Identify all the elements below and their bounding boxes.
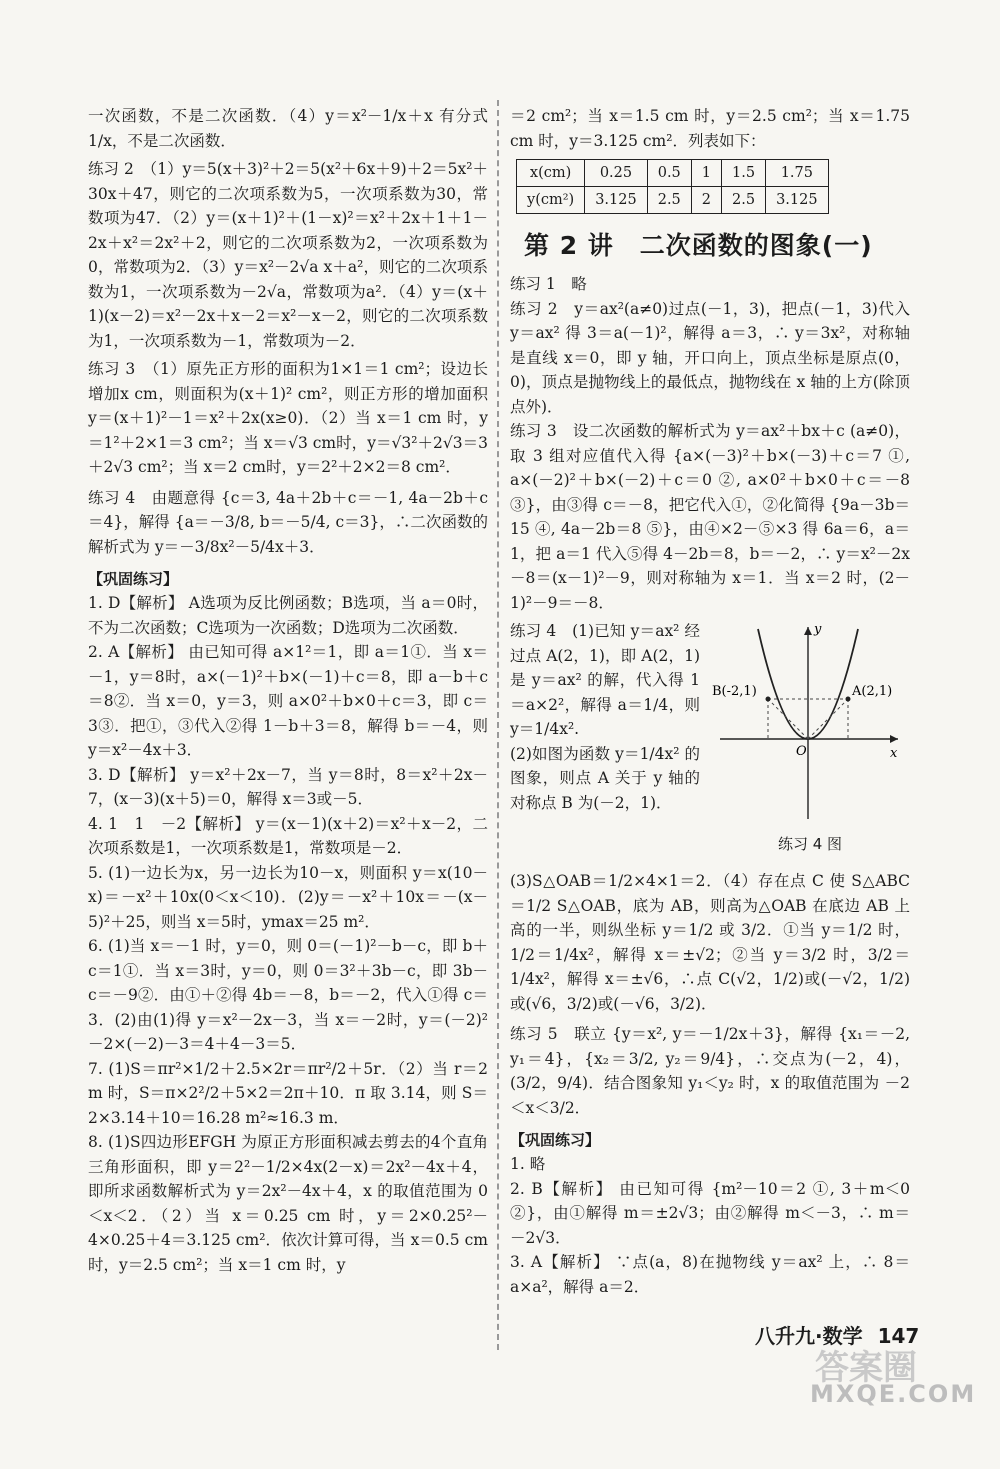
table-cell: x(cm) <box>517 160 585 187</box>
table-cell: 2 <box>691 187 721 214</box>
table-cell: 3.125 <box>585 187 648 214</box>
exercise-4-block <box>510 619 910 869</box>
answer-7: 7. (1)S＝πr²×1/2＋2.5×2r＝πr²/2＋5r．（2）当 r＝2 m 时，S＝π×2²/2＋5×2＝2π＋10．π 取 3.14，则 S＝2×3.14＋10＝16.28 m²≈16.3 m． <box>88 1059 488 1127</box>
table-cell: y(cm²) <box>517 187 585 214</box>
footer-title: 八升九·数学 <box>755 1324 863 1348</box>
exercise-2: 练习 2 （1）y＝5(x＋3)²＋2＝5(x²＋6x＋9)＋2＝5x²＋30x＋47，则它的二次项系数为5，一次项系数为30，常数项为47．（2）y＝(x＋1)²＋(1－x)²＝x²＋2x＋1＋1－2x＋x²＝2x²＋2，则它的二次项系数为2，一次项系数为0，常数项为2．（3）y＝x²－2√a x＋a²，则它的二次项系数为1，一次项系数为－2√a，常数项为a²．（4）y＝(x＋1)(x－2)＝x²－2x＋x－2＝x²－x－2，则它的二次项系数为1，一次项系数为－1，常数项为－2． <box>88 160 488 350</box>
figure-caption: 练习 4 图 <box>777 835 843 853</box>
lesson-exercise-5: 练习 5 联立 {y＝x², y＝－1/2x＋3}，解得 {x₁＝－2, y₁＝4}，{x₂＝3/2, y₂＝9/4}，∴交点为(－2，4)，(3/2，9/4)．结合图象知 y₁＜y₂ 时，x 的取值范围为 －2＜x＜3/2． <box>510 1025 910 1117</box>
label-b: B(-2,1) <box>712 684 757 699</box>
label-origin: O <box>796 744 807 759</box>
lesson-exercise-2: 练习 2 y＝ax²(a≠0)过点(－1，3)，把点(－1，3)代入 y＝ax² 得 3＝a(－1)²，解得 a＝3，∴ y＝3x²，对称轴是直线 x＝0，即 y 轴，开口向上，顶点坐标是原点(0，0)，顶点是抛物线上的最低点，抛物线在 x 轴的上方(除顶点外)． <box>510 299 910 416</box>
segment-oa <box>808 699 848 739</box>
right-answer-2: 2. B【解析】 由已知可得 {m²－10＝2 ①, 3＋m＜0 ②}，由①解得 m＝±2√3；由②解得 m＜－3，∴ m＝－2√3． <box>510 1179 910 1247</box>
table-row <box>517 160 829 187</box>
answer-6: 6. (1)当 x＝－1 时，y＝0，则 0＝(－1)²－b－c，即 b＋c＝1①．当 x＝3时，y＝0，则 0＝3²＋3b－c，即 3b－c＝－9②．由①＋②得 4b＝－8，b＝－2，代入①得 c＝3．(2)由(1)得 y＝x²－2x－3，当 x＝－2时，y＝(－2)²－2×(－2)－3＝4＋4－3＝5． <box>88 937 488 1053</box>
paragraph-intro: 一次函数，不是二次函数．（4）y＝x²－1/x＋x 有分式 1/x，不是二次函数． <box>88 107 488 150</box>
table-cell: 0.5 <box>647 160 691 187</box>
answer-2: 2. A【解析】 由已知可得 a×1²＝1，即 a＝1①．当 x＝－1，y＝8时，a×(－1)²＋b×(－1)＋c＝8，即 a－b＋c＝8②．当 x＝0，y＝3，则 a×0²＋b×0＋c＝3，即 c＝3③．把①，③代入②得 1－b＋3＝8，解得 b＝－4，则 y＝x²－4x＋3． <box>88 643 488 759</box>
left-column <box>88 104 488 1277</box>
page-number: 147 <box>877 1324 920 1348</box>
table-cell: 1.5 <box>722 160 766 187</box>
table-cell: 3.125 <box>766 187 829 214</box>
answer-5: 5. (1)一边长为x，另一边长为10－x，则面积 y＝x(10－x)＝－x²＋10x(0＜x＜10)．(2)y＝－x²＋10x＝－(x－5)²＋25，则当 x＝5时，ymax＝25 m²． <box>88 863 488 931</box>
lesson-title: 第 2 讲 二次函数的图象(一) <box>524 231 873 260</box>
column-divider <box>497 100 499 1350</box>
table-cell: 1 <box>691 160 721 187</box>
lesson-exercise-4-part3: (3)S△OAB＝1/2×4×1＝2．（4）存在点 C 使 S△ABC＝1/2 S△OAB，底为 AB，则高为△OAB 在底边 AB 上高的一半，则纵坐标 y＝1/2 或 3/2．①当 y＝1/2 时，1/2＝1/4x²，解得 x＝±√2；②当 y＝3/2 时，3/2＝1/4x²，解得 x＝±√6，∴点 C(√2，1/2)或(－√2，1/2)或(√6，3/2)或(－√6，3/2)． <box>510 872 910 1013</box>
answer-1: 1. D【解析】 A选项为反比例函数；B选项，当 a＝0时，不为二次函数；C选项为一次函数；D选项为二次函数． <box>88 594 488 637</box>
paragraph-continued: ＝2 cm²；当 x＝1.5 cm 时，y＝2.5 cm²；当 x＝1.75 cm 时，y＝3.125 cm²．列表如下： <box>510 107 910 150</box>
watermark-url: MXQE.COM <box>810 1380 977 1408</box>
exercise-3: 练习 3 （1）原先正方形的面积为1×1＝1 cm²；设边长增加x cm，则面积为(x＋1)² cm²，则正方形的增加面积 y＝(x＋1)²－1＝x²＋2x(x≥0)．（2）当 x＝1 cm 时，y＝1²＋2×1＝3 cm²；当 x＝√3 cm时，y＝√3²＋2√3＝3＋2√3 cm²；当 x＝2 cm时，y＝2²＋2×2＝8 cm²． <box>88 360 488 476</box>
parabola-figure <box>710 619 910 854</box>
lesson-exercise-4-part2: (2)如图为函数 y＝1/4x² 的图象，则点 A 关于 y 轴的对称点 B 为(－2，1)． <box>510 744 700 812</box>
parabola-graph <box>710 619 910 829</box>
answer-4: 4. 1 1 －2【解析】 y＝(x－1)(x＋2)＝x²＋x－2，二次项系数是1，一次项系数是1，常数项是－2． <box>88 814 488 857</box>
right-answer-1: 1. 略 <box>510 1155 546 1173</box>
y-axis-arrow-icon <box>804 627 812 635</box>
point-a <box>846 697 851 702</box>
label-y-axis: y <box>814 622 822 637</box>
segment-ob <box>768 699 808 739</box>
lesson-exercise-4: 练习 4 (1)已知 y＝ax² 经过点 A(2，1)，即 A(2，1)是 y＝ax² 的解，代入得 1＝a×2²，解得 a＝1/4，则 y＝1/4x². <box>510 622 700 738</box>
lesson-exercise-1: 练习 1 略 <box>510 275 587 293</box>
exercise-4: 练习 4 由题意得 {c＝3, 4a＋2b＋c＝－1, 4a－2b＋c＝4}，解得 {a＝－3/8, b＝－5/4, c＝3}，∴二次函数的解析式为 y＝－3/8x²－5/4x＋3． <box>88 488 488 556</box>
consolidation-heading: 【巩固练习】 <box>88 570 179 588</box>
point-b <box>766 697 771 702</box>
lesson-exercise-3: 练习 3 设二次函数的解析式为 y＝ax²＋bx＋c (a≠0)，取 3 组对应值代入得 {a×(－3)²＋b×(－3)＋c＝7 ①, a×(－2)²＋b×(－2)＋c＝0 ②, a×0²＋b×0＋c＝－8 ③}，由③得 c＝－8，把它代入①，②化简得 {9a－3b＝15 ④, 4a－2b＝8 ⑤}，由④×2－⑤×3 得 6a＝6，a＝1，把 a＝1 代入⑤得 4－2b＝8，b＝－2，∴ y＝x²－2x－8＝(x－1)²－9，则对称轴为 x＝1．当 x＝2 时，(2－1)²－9＝－8． <box>510 422 910 612</box>
value-table <box>516 159 829 214</box>
watermark-logo: 答案圈 <box>815 1348 917 1388</box>
table-cell: 1.75 <box>766 160 829 187</box>
right-column <box>510 104 910 1299</box>
right-answer-3: 3. A【解析】 ∵点(a，8)在抛物线 y＝ax² 上，∴ 8＝a×a²，解得 a＝2． <box>510 1253 910 1296</box>
table-cell: 2.5 <box>722 187 766 214</box>
x-axis-arrow-icon <box>890 735 898 743</box>
table-cell: 2.5 <box>647 187 691 214</box>
answer-8: 8. (1)S四边形EFGH 为原正方形面积减去剪去的4个直角三角形面积，即 y＝2²－1/2×4x(2－x)＝2x²－4x＋4，即所求函数解析式为 y＝2x²－4x＋4，x 的取值范围为 0＜x＜2．（2）当 x＝0.25 cm 时，y＝2×0.25²－4×0.25＋4＝3.125 cm²．依次计算可得，当 x＝0.5 cm 时，y＝2.5 cm²；当 x＝1 cm 时，y <box>88 1133 488 1274</box>
label-a: A(2,1) <box>852 684 893 699</box>
answer-3: 3. D【解析】 y＝x²＋2x－7，当 y＝8时，8＝x²＋2x－7，(x－3)(x＋5)＝0，解得 x＝3或－5． <box>88 765 488 808</box>
table-cell: 0.25 <box>585 160 648 187</box>
label-x-axis: x <box>890 746 898 761</box>
consolidation-heading-right: 【巩固练习】 <box>510 1131 601 1149</box>
table-row <box>517 187 829 214</box>
